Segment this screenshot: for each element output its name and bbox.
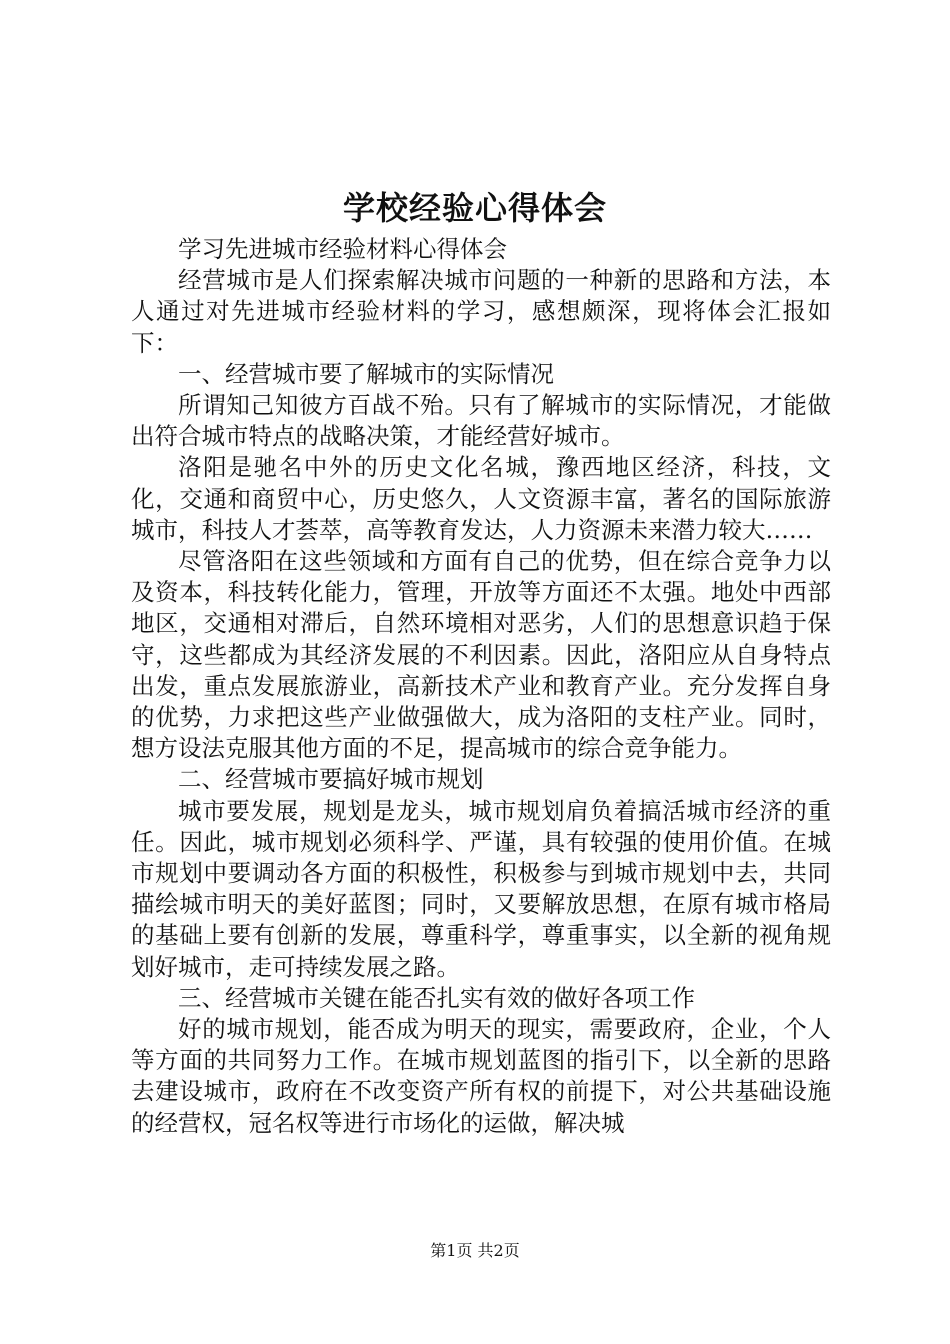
body-paragraph: 好的城市规划，能否成为明天的现实，需要政府，企业，个人等方面的共同努力工作。在城市规划蓝图的指引下，以全新的思路去建设城市，政府在不改变资产所有权的前提下，对公共基础设施的经营权，冠名权等进行市场化的运做，解决城 (131, 1015, 831, 1137)
section-heading-2: 二、经营城市要搞好城市规划 (178, 765, 484, 794)
page-number-indicator: 第1页 共2页 (430, 1241, 520, 1260)
body-paragraph: 所谓知己知彼方百战不殆。只有了解城市的实际情况，才能做出符合城市特点的战略决策，才能经营好城市。 (131, 391, 831, 451)
section-heading-1: 一、经营城市要了解城市的实际情况 (178, 359, 554, 388)
body-paragraph: 尽管洛阳在这些领域和方面有自己的优势，但在综合竞争力以及资本，科技转化能力，管理，开放等方面还不太强。地处中西部地区，交通相对滞后，自然环境相对恶劣，人们的思想意识趋于保守，这些都成为其经济发展的不利因素。因此，洛阳应从自身特点出发，重点发展旅游业，高新技术产业和教育产业。充分发挥自身的优势，力求把这些产业做强做大，成为洛阳的支柱产业。同时，想方设法克服其他方面的不足，提高城市的综合竞争能力。 (131, 547, 831, 763)
document-body (131, 234, 831, 1139)
body-paragraph: 城市要发展，规划是龙头，城市规划肩负着搞活城市经济的重任。因此，城市规划必须科学、严谨，具有较强的使用价值。在城市规划中要调动各方面的积极性，积极参与到城市规划中去，共同描绘城市明天的美好蓝图；同时，又要解放思想，在原有城市格局的基础上要有创新的发展，尊重科学，尊重事实，以全新的视角规划好城市，走可持续发展之路。 (131, 796, 831, 981)
body-paragraph: 洛阳是驰名中外的历史文化名城，豫西地区经济，科技，文化，交通和商贸中心，历史悠久，人文资源丰富，著名的国际旅游城市，科技人才荟萃，高等教育发达，人力资源未来潜力较大…… (131, 453, 831, 544)
intro-paragraph: 经营城市是人们探索解决城市问题的一种新的思路和方法，本人通过对先进城市经验材料的学习，感想颇深，现将体会汇报如下： (131, 266, 831, 357)
page-footer (0, 1239, 950, 1263)
document-title: 学校经验心得体会 (342, 189, 607, 227)
section-heading-3: 三、经营城市关键在能否扎实有效的做好各项工作 (178, 983, 695, 1012)
subtitle-paragraph: 学习先进城市经验材料心得体会 (178, 235, 507, 263)
